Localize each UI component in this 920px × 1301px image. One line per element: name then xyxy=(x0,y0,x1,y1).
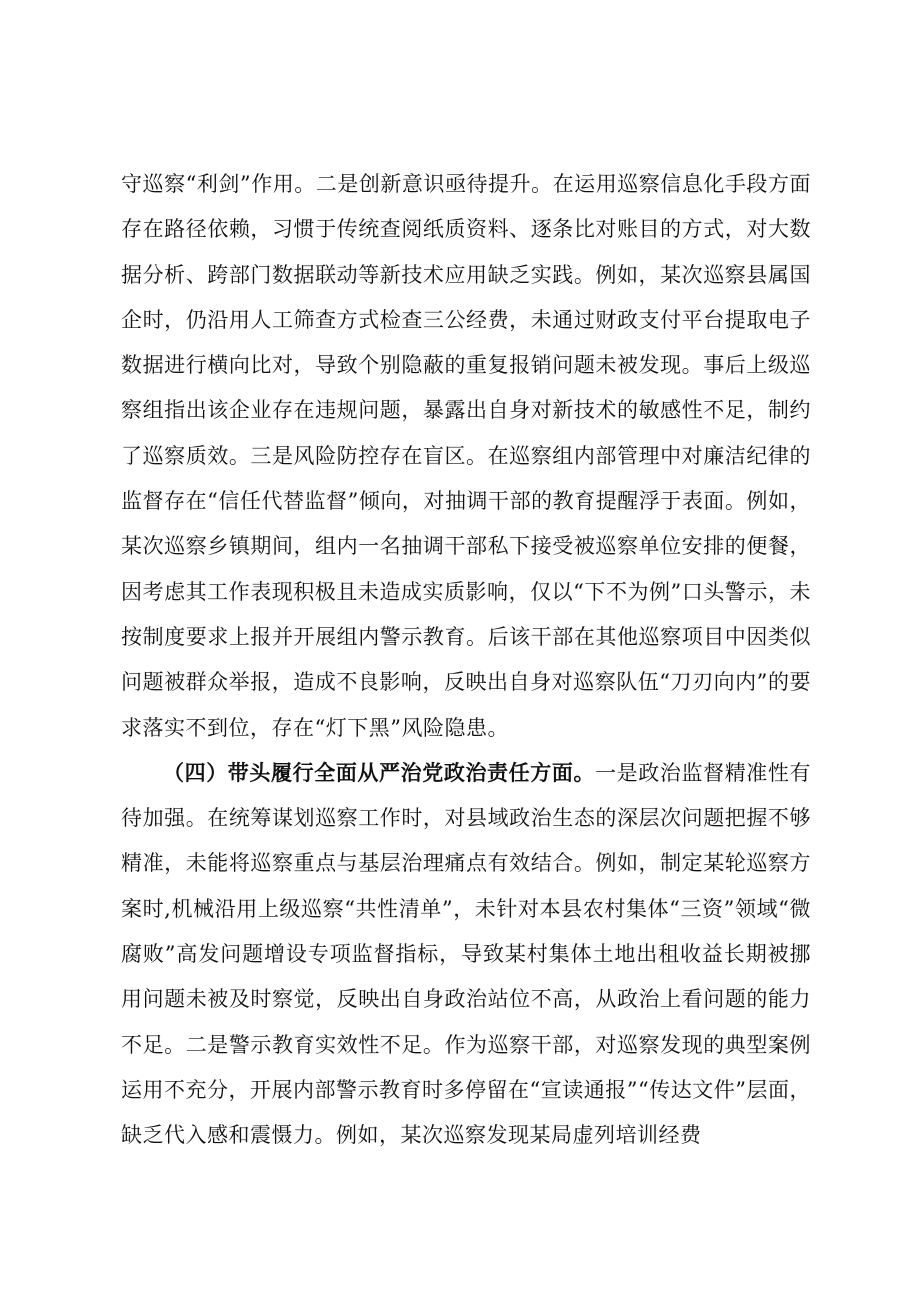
paragraph-section-four xyxy=(121,751,811,1159)
document-body xyxy=(121,162,811,1159)
paragraph-text: 守巡察“利剑”作用。二是创新意识亟待提升。在运用巡察信息化手段方面存在路径依赖，习惯于传统查阅纸质资料、逐条比对账目的方式，对大数据分析、跨部门数据联动等新技术应用缺乏实践。例如，某次巡察县属国企时，仍沿用人工筛查方式检查三公经费，未通过财政支付平台提取电子数据进行横向比对，导致个别隐蔽的重复报销问题未被发现。事后上级巡察组指出该企业存在违规问题，暴露出自身对新技术的敏感性不足，制约了巡察质效。三是风险防控存在盲区。在巡察组内部管理中对廉洁纪律的监督存在“信任代替监督”倾向，对抽调干部的教育提醒浮于表面。例如，某次巡察乡镇期间，组内一名抽调干部私下接受被巡察单位安排的便餐，因考虑其工作表现积极且未造成实质影响，仅以“下不为例”口头警示，未按制度要求上报并开展组内警示教育。后该干部在其他巡察项目中因类似问题被群众举报，造成不良影响，反映出自身对巡察队伍“刀刃向内”的要求落实不到位，存在“灯下黑”风险隐患。 xyxy=(121,172,811,740)
paragraph-continued xyxy=(121,162,811,751)
paragraph-text: 一是政治监督精准性有待加强。在统筹谋划巡察工作时，对县域政治生态的深层次问题把握不够精准，未能将巡察重点与基层治理痛点有效结合。例如，制定某轮巡察方案时,机械沿用上级巡察“共性清单”，未针对本县农村集体“三资”领域“微腐败”高发问题增设专项监督指标，导致某村集体土地出租收益长期被挪用问题未被及时察觉，反映出自身政治站位不高，从政治上看问题的能力不足。二是警示教育实效性不足。作为巡察干部，对巡察发现的典型案例运用不充分，开展内部警示教育时多停留在“宣读通报”“传达文件”层面，缺乏代入感和震慑力。例如，某次巡察发现某局虚列培训经费 xyxy=(121,760,812,1148)
section-heading: （四）带头履行全面从严治党政治责任方面。 xyxy=(163,760,596,785)
